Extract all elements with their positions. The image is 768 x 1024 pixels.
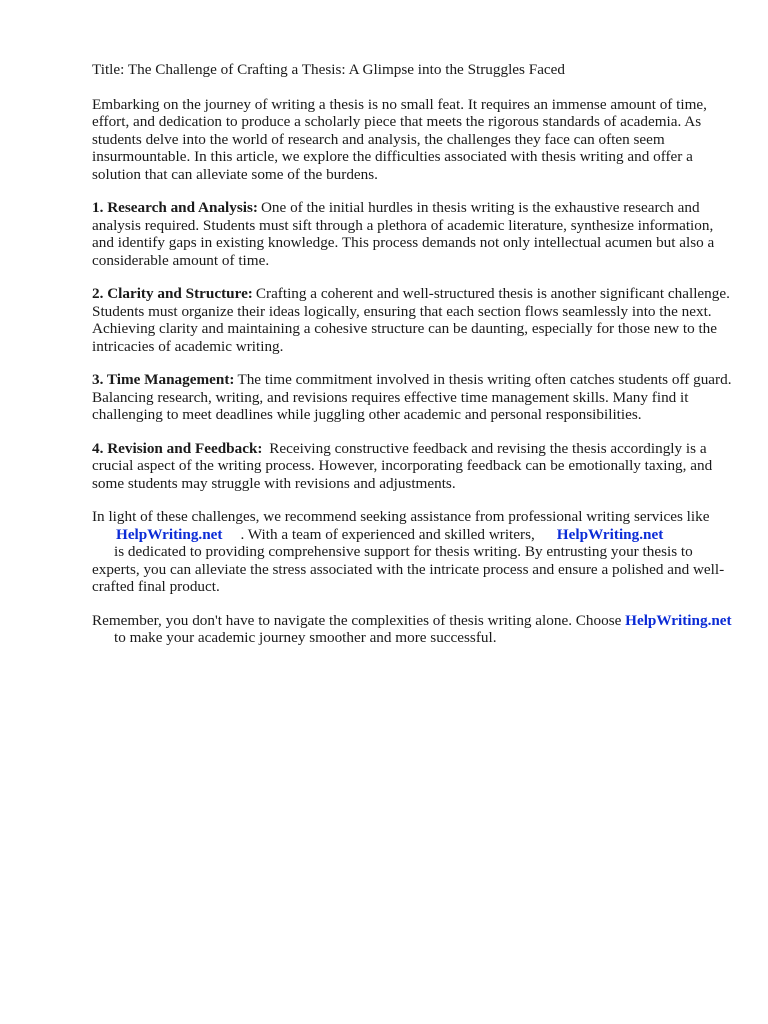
helpwriting-link[interactable]: HelpWriting.net [556, 525, 664, 543]
closing-text-2: to make your academic journey smoother and more successful. [114, 629, 497, 646]
section-text: The time commitment involved in thesis writing often catches students off guard. Balancing research, writing, and revisions requires effective time management skills. Many find it challenging to meet deadlines while juggling other academic and personal responsibilities. [92, 371, 732, 423]
recommendation-text-2: . With a team of experienced and skilled writers, [240, 525, 535, 543]
section-text: Receiving constructive feedback and revising the thesis accordingly is a crucial aspect of the writing process. However, incorporating feedback can be emotionally taxing, and some students may struggle with revisions and adjustments. [92, 439, 713, 492]
section-research-analysis [92, 199, 732, 269]
section-time-management [92, 371, 732, 424]
helpwriting-link[interactable]: HelpWriting.net [116, 525, 223, 543]
section-clarity-structure [92, 285, 732, 355]
intro-paragraph: Embarking on the journey of writing a thesis is no small feat. It requires an immense amount of time, effort, and dedication to produce a scholarly piece that meets the rigorous standards of academia. As students delve into the world of research and analysis, the challenges they face can often seem insurmountable. In this article, we explore the difficulties associated with thesis writing and offer a solution that can alleviate some of the burdens. [92, 95, 707, 183]
document-title: Title: The Challenge of Crafting a Thesis: A Glimpse into the Struggles Faced [92, 61, 566, 78]
recommendation-text-3: is dedicated to providing comprehensive support for thesis writing. By entrusting your thesis to experts, you can alleviate the stress associated with the intricate process and ensure a polished and well-crafted final product. [92, 543, 725, 595]
recommendation-text-1: In light of these challenges, we recommend seeking assistance from professional writing services like [92, 508, 710, 525]
section-text: One of the initial hurdles in thesis writing is the exhaustive research and analysis required. Students must sift through a plethora of academic literature, synthesize information, and identify gaps in existing knowledge. This process demands not only intellectual acumen but also a considerable amount of time. [92, 199, 715, 269]
section-heading: 4. Revision and Feedback: [92, 439, 263, 457]
section-text: Crafting a coherent and well-structured thesis is another significant challenge. Students must organize their ideas logically, ensuring that each section flows seamlessly into the next. Achieving clarity and maintaining a cohesive structure can be daunting, especially for those new to the intricacies of academic writing. [92, 285, 730, 355]
closing-paragraph [92, 612, 732, 647]
section-revision-feedback [92, 440, 732, 493]
helpwriting-link[interactable]: HelpWriting.net [625, 611, 732, 629]
recommendation-paragraph [92, 508, 732, 596]
closing-text-1: Remember, you don't have to navigate the complexities of thesis writing alone. Choose [92, 611, 622, 629]
section-heading: 3. Time Management: [92, 371, 235, 388]
section-heading: 1. Research and Analysis: [92, 199, 258, 216]
document-page [92, 61, 732, 663]
section-heading: 2. Clarity and Structure: [92, 285, 253, 302]
